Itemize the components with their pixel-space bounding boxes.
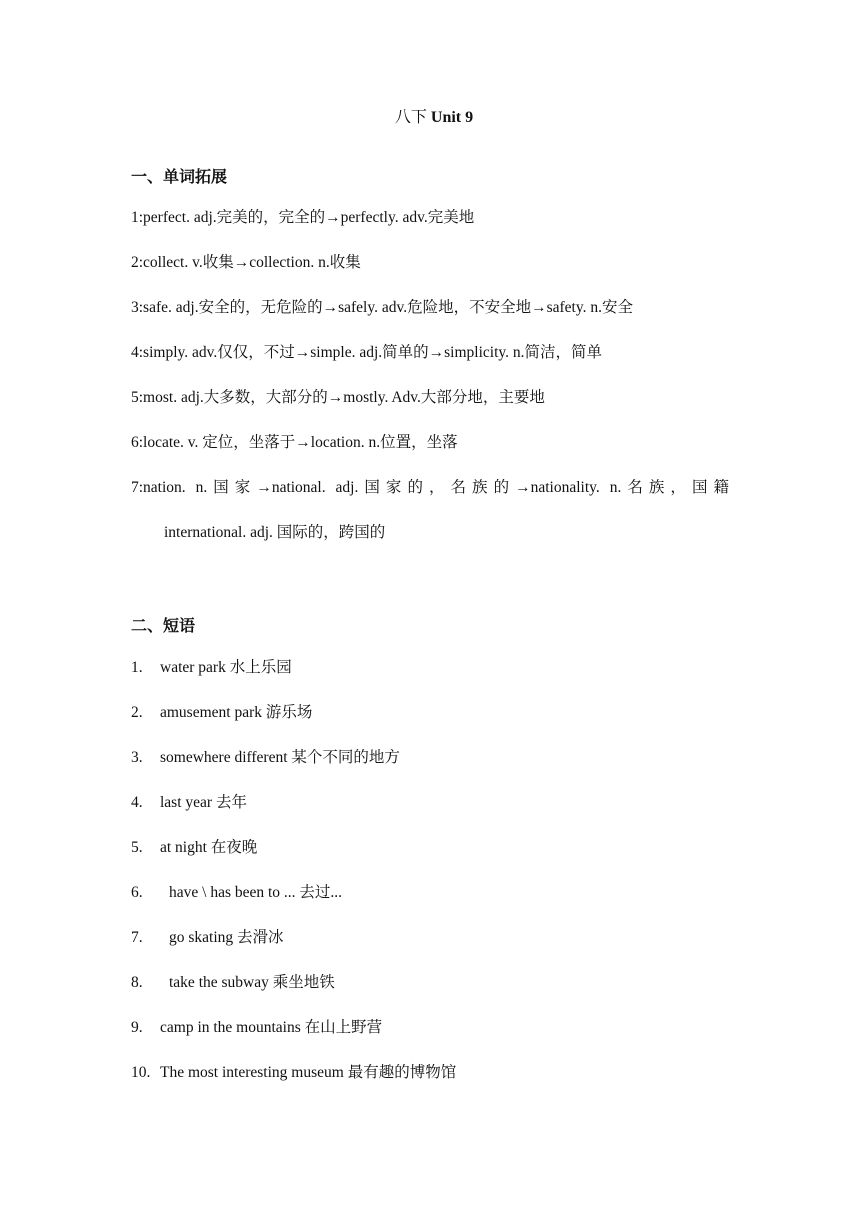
phrase-number: 3.: [131, 749, 143, 766]
vocab-item: 2:collect. v.收集→collection. n.收集: [131, 254, 361, 271]
phrase-item: [131, 702, 312, 724]
title-prefix: 八下: [394, 109, 431, 126]
phrase-item: [131, 747, 400, 769]
phrase-text: have \ has been to ... 去过...: [169, 884, 343, 901]
phrase-item: [131, 927, 284, 949]
vocab-item: 6:locate. v. 定位，坐落于→location. n.位置，坐落: [131, 434, 458, 451]
phrase-text: amusement park 游乐场: [160, 704, 313, 721]
phrase-item: [131, 1062, 456, 1084]
phrase-item: [131, 1017, 382, 1039]
phrase-number: 8.: [131, 974, 143, 991]
vocab-item-continuation: international. adj. 国际的，跨国的: [164, 524, 386, 541]
section-heading-vocabulary: 一、单词拓展: [131, 169, 228, 186]
phrase-item: [131, 657, 292, 679]
vocab-item: 1:perfect. adj.完美的，完全的→perfectly. adv.完美地: [131, 209, 475, 226]
phrase-text: The most interesting museum 最有趣的博物馆: [160, 1064, 457, 1081]
phrase-item: [131, 792, 247, 814]
phrase-text: water park 水上乐园: [160, 659, 292, 676]
phrase-text: last year 去年: [160, 794, 247, 811]
title-unit: Unit 9: [430, 109, 474, 126]
phrase-number: 5.: [131, 839, 143, 856]
phrase-text: go skating 去滑冰: [169, 929, 284, 946]
phrase-text: camp in the mountains 在山上野营: [160, 1019, 383, 1036]
phrase-number: 7.: [131, 929, 143, 946]
phrase-item: [131, 972, 335, 994]
vocab-item: 4:simply. adv.仅仅，不过→simple. adj.简单的→simplicity. n.简洁，简单: [131, 344, 603, 361]
phrase-text: somewhere different 某个不同的地方: [160, 749, 400, 766]
phrase-number: 10.: [131, 1064, 151, 1081]
phrase-number: 1.: [131, 659, 143, 676]
phrase-item: [131, 837, 257, 859]
vocab-item: 5:most. adj.大多数，大部分的→mostly. Adv.大部分地，主要地: [131, 389, 545, 406]
phrase-text: take the subway 乘坐地铁: [169, 974, 335, 991]
phrase-item: [131, 882, 342, 904]
section-heading-phrases: 二、短语: [131, 618, 196, 635]
phrase-number: 6.: [131, 884, 143, 901]
page-title: [0, 104, 860, 127]
vocab-item: 7:nation. n.国家→national. adj.国家的，名族的→nationality. n.名族，国籍: [131, 479, 729, 496]
phrase-number: 2.: [131, 704, 143, 721]
phrase-number: 9.: [131, 1019, 143, 1036]
vocab-item: 3:safe. adj.安全的，无危险的→safely. adv.危险地，不安全地→safety. n.安全: [131, 299, 633, 316]
phrase-text: at night 在夜晚: [160, 839, 258, 856]
phrase-number: 4.: [131, 794, 143, 811]
